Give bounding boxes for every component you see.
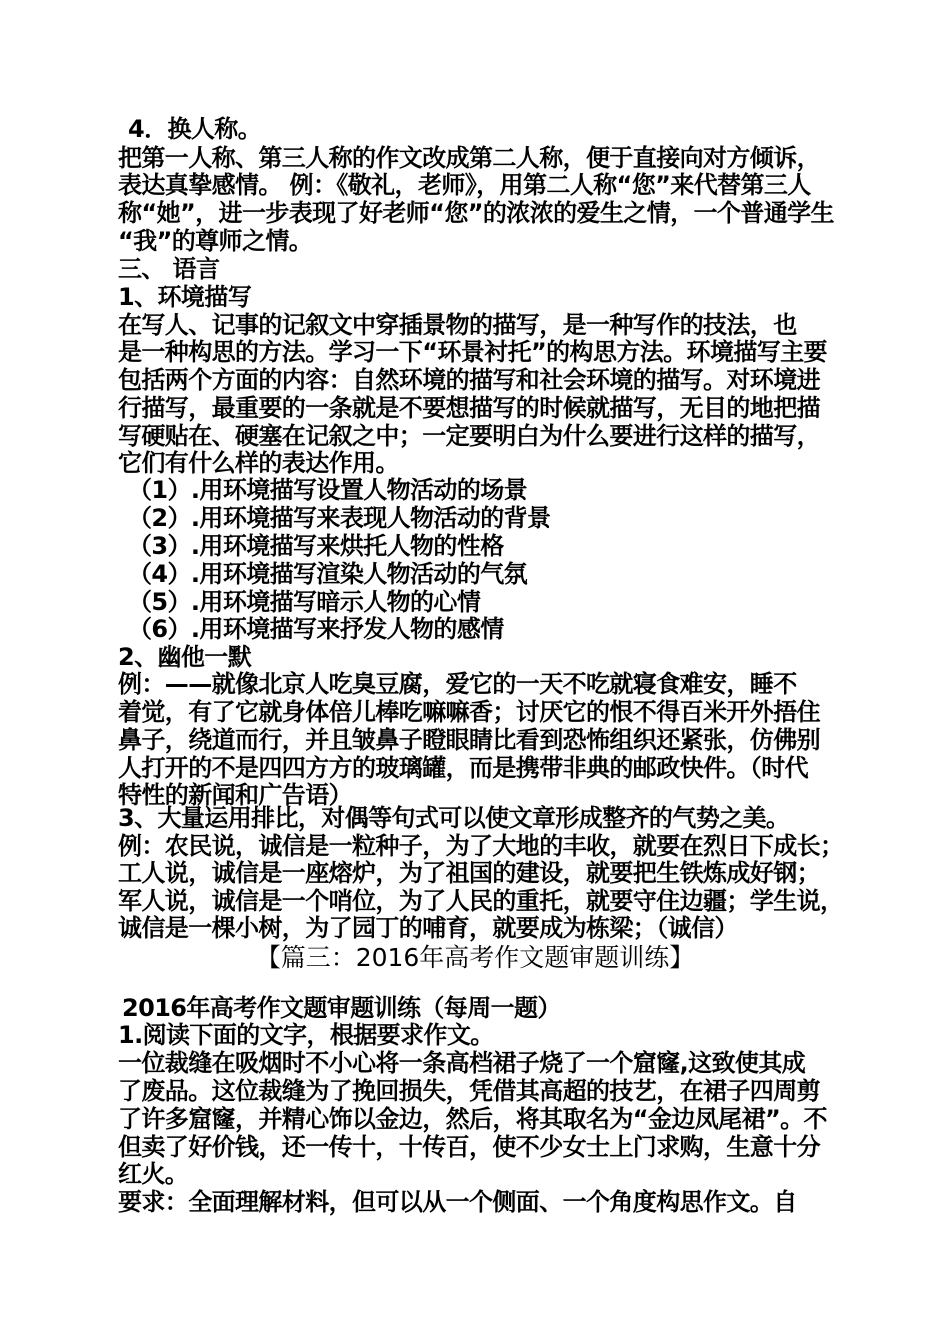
text-line: “我”的尊师之情。: [118, 227, 313, 255]
subsection-heading: 1、环境描写: [118, 283, 252, 311]
text-line: 了许多窟窿，并精心饰以金边，然后，将其取名为“金边凤尾裙”。不: [118, 1105, 827, 1133]
text-line: 但卖了好价钱，还一传十，十传百，使不少女士上门求购，生意十分: [118, 1133, 820, 1161]
list-item: （1）.用环境描写设置人物活动的场景: [128, 476, 528, 504]
text-line: 1.阅读下面的文字，根据要求作文。: [118, 1021, 494, 1049]
text-line: 要求：全面理解材料，但可以从一个侧面、一个角度构思作文。自: [118, 1188, 797, 1216]
text-line: 例：农民说，诚信是一粒种子，为了大地的丰收，就要在烈日下成长；: [118, 832, 844, 860]
text-line: 写硬贴在、硬塞在记叙之中；一定要明白为什么要进行这样的描写，: [118, 422, 820, 450]
list-item: （6）.用环境描写来抒发人物的感情: [128, 615, 504, 643]
text-line: 了废品。这位裁缝为了挽回损失，凭借其高超的技艺，在裙子四周剪: [118, 1077, 820, 1105]
section-heading: 三、 语言: [118, 255, 220, 283]
text-line: 把第一人称、第三人称的作文改成第二人称，便于直接向对方倾诉，: [118, 144, 820, 172]
text-line: 在写人、记事的记叙文中穿插景物的描写，是一种写作的技法，也: [118, 311, 797, 339]
text-line: 行描写，最重要的一条就是不要想描写的时候就描写，无目的地把描: [118, 394, 820, 422]
text-line: 诚信是一棵小树，为了园丁的哺育，就要成为栋梁；（诚信）: [118, 914, 738, 942]
text-line: 红火。: [118, 1160, 189, 1188]
list-item: （5）.用环境描写暗示人物的心情: [128, 588, 481, 616]
text-line: 特性的新闻和广告语）: [118, 781, 352, 809]
text-line: 它们有什么样的表达作用。: [118, 449, 399, 477]
text-line: 表达真挚感情。 例：《敬礼，老师》，用第二人称“您”来代替第三人: [118, 171, 811, 199]
document-title: 2016年高考作文题审题训练（每周一题）: [122, 994, 561, 1022]
text-line: 军人说，诚信是一个哨位，为了人民的重托，就要守住边疆；学生说，: [118, 887, 844, 915]
text-line: 包括两个方面的内容：自然环境的描写和社会环境的描写。对环境进: [118, 366, 820, 394]
text-line: 一位裁缝在吸烟时不小心将一条高档裙子烧了一个窟窿,这致使其成: [118, 1049, 806, 1077]
list-item: （4）.用环境描写渲染人物活动的气氛: [128, 560, 528, 588]
subsection-heading: 3、大量运用排比，对偶等句式可以使文章形成整齐的气势之美。: [118, 804, 790, 832]
text-line: 工人说，诚信是一座熔炉，为了祖国的建设，就要把生铁炼成好钢；: [118, 859, 820, 887]
text-line: 着觉，有了它就身体倍儿棒吃嘛嘛香；讨厌它的恨不得百米开外捂住: [118, 698, 820, 726]
list-item: （2）.用环境描写来表现人物活动的背景: [128, 504, 551, 532]
text-line: 鼻子，绕道而行，并且皱鼻子瞪眼睛比看到恐怖组织还紧张，仿佛别: [118, 726, 820, 754]
text-line: 称“她”，进一步表现了好老师“您”的浓浓的爱生之情，一个普通学生: [118, 199, 834, 227]
section-title: 【篇三：2016年高考作文题审题训练】: [255, 943, 695, 972]
list-item: （3）.用环境描写来烘托人物的性格: [128, 532, 504, 560]
text-line: 人打开的不是四四方方的玻璃罐，而是携带非典的邮政快件。（时代: [118, 754, 808, 782]
subsection-heading: 2、幽他一默: [118, 643, 252, 671]
text-line: 是一种构思的方法。学习一下“环景衬托”的构思方法。环境描写主要: [118, 338, 827, 366]
text-line: 4．换人称。: [128, 115, 262, 143]
text-line: 例：——就像北京人吃臭豆腐，爱它的一天不吃就寝食难安，睡不: [118, 670, 797, 698]
